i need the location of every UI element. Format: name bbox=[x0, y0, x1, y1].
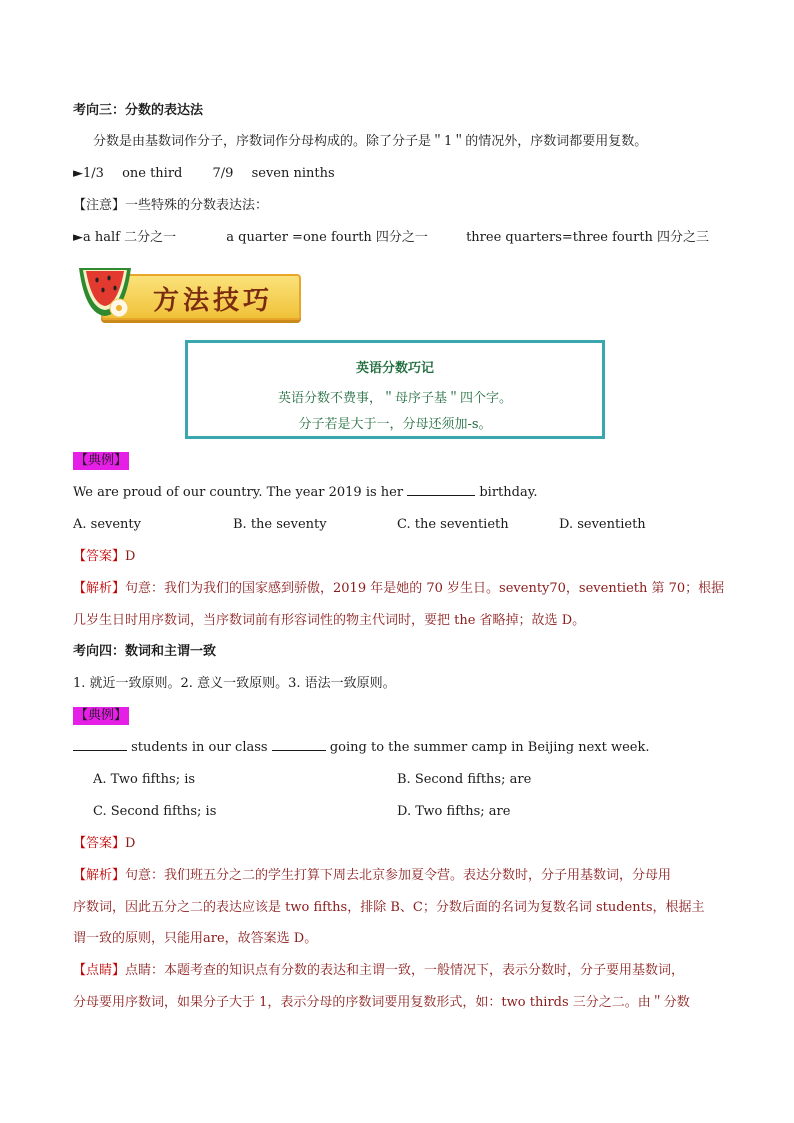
q2-option-c: C. Second fifths; is bbox=[93, 804, 217, 819]
section-heading-4: 考向四：数词和主谓一致 bbox=[73, 644, 217, 659]
q1-option-a: A. seventy bbox=[73, 517, 141, 532]
answer-value: D bbox=[125, 836, 136, 851]
answer-blank bbox=[407, 483, 475, 496]
answer-label: 【答案】 bbox=[73, 549, 126, 564]
question-1-stem-b: birthday. bbox=[479, 485, 538, 500]
q2-tip-line-1 bbox=[73, 961, 684, 981]
answer-label: 【答案】 bbox=[73, 836, 126, 851]
answer-blank bbox=[272, 738, 326, 751]
q2-analysis-line-3: 谓一致的原则，只能用are，故答案选 D。 bbox=[73, 931, 318, 946]
example-fraction-2: 7/9 bbox=[212, 166, 234, 181]
q2-option-d: D. Two fifths; are bbox=[397, 804, 511, 819]
q1-analysis-line-2: 几岁生日时用序数词，当序数词前有形容词性的物主代词时，要把 the 省略掉；故选 D。 bbox=[73, 613, 586, 628]
example-word-2: seven ninths bbox=[251, 166, 335, 181]
q2-option-b: B. Second fifths; are bbox=[397, 772, 532, 787]
analysis-text: 句意：我们班五分之二的学生打算下周去北京参加夏令营。表达分数时，分子用基数词，分母用 bbox=[125, 868, 672, 883]
question-1-stem-a: We are proud of our country. The year 2019 is her bbox=[73, 485, 404, 500]
tip-line-1: 英语分数不费事，＂母序子基＂四个字。 bbox=[277, 391, 512, 406]
note-text: 一些特殊的分数表达法： bbox=[125, 198, 269, 213]
section-intro: 分数是由基数词作分子，序数词作分母构成的。除了分子是＂1＂的情况外，序数词都要用复数。 bbox=[93, 134, 648, 149]
note-line bbox=[73, 196, 268, 216]
memory-tip-box bbox=[185, 340, 605, 439]
section-heading-3: 考向三：分数的表达法 bbox=[73, 103, 204, 118]
bullet-icon: ► bbox=[73, 166, 83, 181]
example-line bbox=[73, 164, 335, 184]
example-fraction-1: 1/3 bbox=[83, 166, 104, 181]
tip-label: 【点睛】 bbox=[73, 963, 126, 978]
tip-title: 英语分数巧记 bbox=[355, 361, 434, 376]
q1-option-c: C. the seventieth bbox=[397, 517, 509, 532]
q1-option-b: B. the seventy bbox=[233, 517, 327, 532]
analysis-text: 句意：我们为我们的国家感到骄傲，2019 年是她的 70 岁生日。seventy70，seventieth 第 70；根据 bbox=[125, 581, 725, 596]
watermelon-icon bbox=[75, 260, 135, 320]
example-tag-badge: 【典例】 bbox=[75, 453, 128, 468]
question-2-stem-b: going to the summer camp in Beijing next week. bbox=[329, 740, 650, 755]
q2-analysis-line-2: 序数词，因此五分之二的表达应该是 two fifths，排除 B、C；分数后面的名词为复数名词 students，根据主 bbox=[73, 900, 705, 915]
method-tips-banner bbox=[73, 258, 303, 338]
special-fraction-1: a half 二分之一 bbox=[83, 230, 177, 245]
example-tag-badge: 【典例】 bbox=[75, 708, 128, 723]
special-fractions-line bbox=[73, 228, 709, 248]
special-fraction-2: a quarter =one fourth 四分之一 bbox=[226, 230, 428, 245]
tip-line-2: 分子若是大于一，分母还须加-s。 bbox=[298, 417, 492, 432]
q2-answer bbox=[73, 834, 135, 854]
special-fraction-3: three quarters=three fourth 四分之三 bbox=[466, 230, 710, 245]
q1-analysis-line-1 bbox=[73, 579, 724, 599]
tip-text: 点睛：本题考查的知识点有分数的表达和主谓一致，一般情况下，表示分数时，分子要用基数词， bbox=[125, 963, 685, 978]
q2-analysis-line-1 bbox=[73, 866, 671, 886]
q1-option-d: D. seventieth bbox=[559, 517, 646, 532]
note-label: 【注意】 bbox=[73, 198, 126, 213]
q1-answer bbox=[73, 547, 135, 567]
agreement-rules: 1. 就近一致原则。2. 意义一致原则。3. 语法一致原则。 bbox=[73, 676, 396, 691]
example-tag-1 bbox=[73, 451, 129, 471]
example-tag-2 bbox=[73, 706, 129, 726]
q2-option-a: A. Two fifths; is bbox=[93, 772, 196, 787]
q2-tip-line-2: 分母要用序数词，如果分子大于 1，表示分母的序数词要用复数形式，如：two thirds 三分之二。由＂分数 bbox=[73, 995, 690, 1010]
banner-title: 方法技巧 bbox=[153, 286, 274, 316]
analysis-label: 【解析】 bbox=[73, 868, 126, 883]
question-2-stem-a: students in our class bbox=[131, 740, 268, 755]
answer-blank bbox=[73, 738, 127, 751]
bullet-icon: ► bbox=[73, 230, 83, 245]
question-2-stem bbox=[73, 738, 650, 758]
answer-value: D bbox=[125, 549, 136, 564]
question-1-stem bbox=[73, 483, 537, 503]
analysis-label: 【解析】 bbox=[73, 581, 126, 596]
example-word-1: one third bbox=[122, 166, 183, 181]
